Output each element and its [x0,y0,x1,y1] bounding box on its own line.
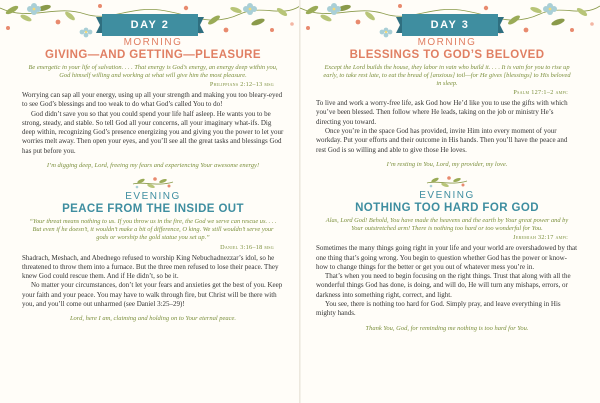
section-heading [22,192,284,215]
scripture-reference: Psalm 127:1–2 ampc [513,89,568,97]
scripture-reference: Daniel 3:16–18 msg [220,243,274,251]
floral-divider-icon [131,175,175,189]
body-paragraph: God didn’t save you so that you could spend your life half asleep. He wants you to be strong, steady, and stable. So tell God all your concerns, all your imaginary what-ifs. Dig deep within, recognizing God’s presence energizing you and giving you the power to let your worries melt away. Then open your eyes, and you’ll see all the great tasks and blessings God has put before you. [22,109,284,155]
morning-title: BLESSINGS TO GOD’S BELOVED [349,48,545,61]
floral-divider-icon [425,174,469,188]
closing-prayer: I’m resting in You, Lord, my provider, my love. [386,160,508,168]
body-paragraph: Worrying can sap all your energy, using up all your strength and making you too bleary-eyed to see God’s blessings and too weak to do what God’s called You to do! [22,90,283,109]
body-paragraph: To live and work a worry-free life, ask God how He’d like you to use the gifts with which you’ve been blessed. Then follow where He leads, taking on the job or ministry He’s directing you toward. [316,99,568,126]
scripture-quote: Except the Lord builds the house, they labor in vain who build it. . . . It is vain for you to rise up early, to take rest late, to eat the bread of [anxious] toil—for He gives [blessings] to His beloved in sleep. [323,63,571,87]
evening-section [316,191,578,333]
scripture-quote: Alas, Lord God! Behold, You have made the heavens and the earth by Your great power and by Your outstretched arm! There is nothing too hard or too wonderful for You. [325,216,569,233]
evening-title: NOTHING TOO HARD FOR GOD [355,201,539,214]
closing-prayer: Thank You, God, for reminding me nothing is too hard for You. [365,324,529,332]
body-paragraph: Once you’re in the space God has provided, invite Him into every moment of your workday. Put your efforts and their outcome in His hands. Then you’ll have the peace and rest God is so willing and able to give those He loves. [316,127,568,154]
body-paragraph: Shadrach, Meshach, and Abednego refused to worship King Nebuchadnezzar’s idol, so he threatened to throw them into a furnace. But the three men refused to lose their peace. They knew God could rescue them. And if He didn’t, so be it. [22,253,279,281]
body-paragraph: Sometimes the many things going right in your life and your world are overshadowed by that one thing that’s going wrong. You begin to question whether God has the power or know-how to change things for the better or get you out of whatever mess you’re in. [316,244,578,271]
devotional-body [22,254,284,310]
closing-prayer: I’m digging deep, Lord, freeing my fears and experiencing Your awesome energy! [46,162,260,170]
section-heading [22,38,284,61]
evening-label: EVENING [419,190,475,202]
evening-section [22,192,284,323]
scripture-reference: Philippians 2:12–13 msg [209,80,274,88]
morning-label: MORNING [417,37,477,48]
evening-title: PEACE FROM THE INSIDE OUT [62,202,244,215]
scripture-quote: Be energetic in your life of salvation. . . . That energy is God’s energy, an energy deep within you, God himself willing and working at what will give him the most pleasure. [28,63,278,79]
right-page [300,0,600,403]
scripture-quote: “Your threat means nothing to us. If you throw us in the fire, the God we serve can rescue us. . . . But even if he doesn’t, it wouldn’t make a bit of difference, O king. We still wouldn’t serve your gods or worship the gold statue you set up.” [29,218,277,242]
scripture-reference: Jeremiah 32:17 ampc [513,234,568,242]
day-label: DAY 3 [430,19,470,31]
morning-title: GIVING—AND GETTING—PLEASURE [45,48,261,61]
body-paragraph: You see, there is nothing too hard for God. Simply pray, and leave everything in His mighty hands. [316,300,561,318]
evening-label: EVENING [125,191,181,203]
section-heading [316,38,578,61]
left-page-content [22,38,284,324]
body-paragraph: That’s when you need to begin focusing on the right things. Trust that along with all the wonderful things God has done, is doing, and will do, He will turn any mishaps, errors, or darkness into something right, correct, and light. [316,272,571,299]
closing-prayer: Lord, here I am, claiming and holding on to Your eternal peace. [69,315,237,323]
devotional-body [316,244,578,318]
morning-section [316,38,578,169]
day-label: DAY 2 [130,19,170,31]
morning-label: MORNING [123,37,183,48]
section-heading [316,191,578,214]
body-paragraph: No matter your circumstances, don’t let your fears and anxieties get the best of you. Keep your faith and your peace. You may have to walk through fire, but Christ will be there with you, and you’ll come out unharmed (see Daniel 3:25–29)! [22,281,283,309]
morning-section [22,38,284,170]
devotional-body [316,99,578,155]
devotional-body [22,91,284,156]
right-page-content [316,38,578,333]
